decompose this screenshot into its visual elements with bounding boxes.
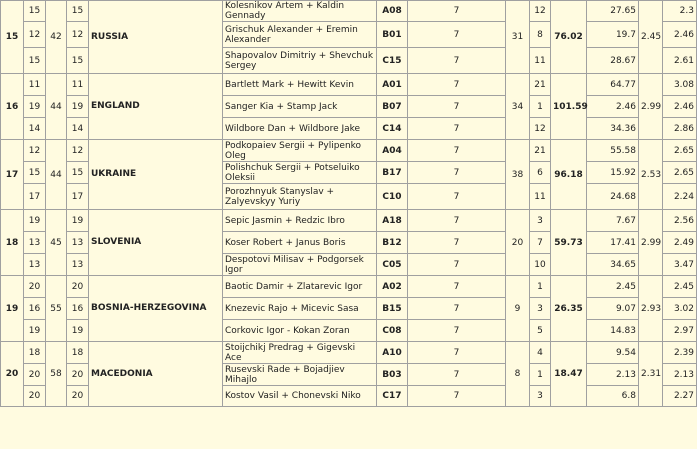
games-cell: 7 [408,1,506,22]
code-cell: C05 [377,254,408,276]
players-cell: Knezevic Rajo + Micevic Sasa [223,298,377,320]
index-cell: 2.97 [663,320,697,342]
total-cell: 26.35 [551,276,587,342]
players-cell: Shapovalov Dimitriy + Shevchuk Sergey [223,48,377,74]
code-cell: C17 [377,386,408,407]
table-row [1,74,697,96]
index-cell: 3.08 [663,74,697,96]
place-cell: 1 [530,96,551,118]
seed-b-cell: 20 [67,386,89,407]
index-cell: 2.46 [663,22,697,48]
table-row [1,140,697,162]
index-cell: 2.46 [663,96,697,118]
seed-b-cell: 12 [67,140,89,162]
players-cell: Wildbore Dan + Wildbore Jake [223,118,377,140]
code-cell: B01 [377,22,408,48]
players-cell: Bartlett Mark + Hewitt Kevin [223,74,377,96]
code-cell: A18 [377,210,408,232]
games-cell: 7 [408,276,506,298]
points-cell: 2.13 [587,364,639,386]
seed-a-cell: 11 [24,74,46,96]
place-cell: 1 [530,364,551,386]
players-cell: Grischuk Alexander + Eremin Alexander [223,22,377,48]
index-cell: 2.3 [663,1,697,22]
seed-a-cell: 13 [24,232,46,254]
seed-b-cell: 13 [67,232,89,254]
players-cell: Porozhnyuk Stanyslav + Zalyevskyy Yuriy [223,184,377,210]
sum-cell: 42 [46,1,67,74]
place-cell: 21 [530,74,551,96]
average-cell: 2.93 [639,276,663,342]
games-cell: 7 [408,298,506,320]
points-cell: 2.46 [587,96,639,118]
total-cell: 101.59 [551,74,587,140]
rank-cell: 18 [1,210,24,276]
index-cell: 2.65 [663,162,697,184]
total-cell: 76.02 [551,1,587,74]
code-cell: B07 [377,96,408,118]
points-cell: 64.77 [587,74,639,96]
score-cell: 9 [506,276,530,342]
rank-cell: 20 [1,342,24,407]
players-cell: Sepic Jasmin + Redzic Ibro [223,210,377,232]
index-cell: 2.24 [663,184,697,210]
seed-a-cell: 20 [24,386,46,407]
code-cell: B15 [377,298,408,320]
index-cell: 2.56 [663,210,697,232]
total-cell: 18.47 [551,342,587,407]
place-cell: 11 [530,48,551,74]
score-cell: 31 [506,1,530,74]
table-row [1,1,697,22]
country-name: SLOVENIA [89,210,223,276]
place-cell: 8 [530,22,551,48]
seed-a-cell: 17 [24,184,46,210]
seed-a-cell: 16 [24,298,46,320]
index-cell: 3.02 [663,298,697,320]
players-cell: Baotic Damir + Zlatarevic Igor [223,276,377,298]
games-cell: 7 [408,74,506,96]
index-cell: 2.65 [663,140,697,162]
points-cell: 55.58 [587,140,639,162]
games-cell: 7 [408,48,506,74]
sum-cell: 44 [46,140,67,210]
seed-a-cell: 13 [24,254,46,276]
average-cell: 2.31 [639,342,663,407]
code-cell: A02 [377,276,408,298]
rank-cell: 16 [1,74,24,140]
points-cell: 28.67 [587,48,639,74]
players-cell: Sanger Kia + Stamp Jack [223,96,377,118]
place-cell: 3 [530,386,551,407]
games-cell: 7 [408,184,506,210]
seed-b-cell: 19 [67,96,89,118]
seed-b-cell: 15 [67,162,89,184]
players-cell: Koser Robert + Janus Boris [223,232,377,254]
code-cell: B17 [377,162,408,184]
points-cell: 7.67 [587,210,639,232]
seed-a-cell: 19 [24,320,46,342]
games-cell: 7 [408,320,506,342]
place-cell: 3 [530,210,551,232]
points-cell: 34.65 [587,254,639,276]
country-name: ENGLAND [89,74,223,140]
seed-a-cell: 20 [24,276,46,298]
points-cell: 15.92 [587,162,639,184]
seed-a-cell: 12 [24,22,46,48]
code-cell: C14 [377,118,408,140]
rank-cell: 17 [1,140,24,210]
table-row [1,342,697,364]
score-cell: 20 [506,210,530,276]
code-cell: C10 [377,184,408,210]
players-cell: Podkopaiev Sergii + Pylipenko Oleg [223,140,377,162]
seed-b-cell: 16 [67,298,89,320]
place-cell: 7 [530,232,551,254]
seed-a-cell: 14 [24,118,46,140]
score-cell: 34 [506,74,530,140]
games-cell: 7 [408,342,506,364]
table-row [1,276,697,298]
total-cell: 96.18 [551,140,587,210]
games-cell: 7 [408,254,506,276]
code-cell: A01 [377,74,408,96]
seed-a-cell: 19 [24,210,46,232]
seed-b-cell: 11 [67,74,89,96]
country-name: RUSSIA [89,1,223,74]
place-cell: 12 [530,118,551,140]
seed-a-cell: 15 [24,1,46,22]
games-cell: 7 [408,22,506,48]
index-cell: 2.61 [663,48,697,74]
average-cell: 2.99 [639,74,663,140]
sum-cell: 45 [46,210,67,276]
index-cell: 2.49 [663,232,697,254]
seed-a-cell: 19 [24,96,46,118]
players-cell: Polishchuk Sergii + Potseluiko Oleksii [223,162,377,184]
games-cell: 7 [408,118,506,140]
place-cell: 4 [530,342,551,364]
country-name: MACEDONIA [89,342,223,407]
seed-b-cell: 18 [67,342,89,364]
sum-cell: 58 [46,342,67,407]
seed-b-cell: 14 [67,118,89,140]
place-cell: 10 [530,254,551,276]
place-cell: 5 [530,320,551,342]
seed-b-cell: 15 [67,1,89,22]
players-cell: Stoijchikj Predrag + Gigevski Ace [223,342,377,364]
index-cell: 2.45 [663,276,697,298]
place-cell: 11 [530,184,551,210]
seed-b-cell: 15 [67,48,89,74]
points-cell: 6.8 [587,386,639,407]
place-cell: 3 [530,298,551,320]
points-cell: 14.83 [587,320,639,342]
code-cell: C15 [377,48,408,74]
country-name: UKRAINE [89,140,223,210]
games-cell: 7 [408,96,506,118]
average-cell: 2.53 [639,140,663,210]
games-cell: 7 [408,162,506,184]
code-cell: A04 [377,140,408,162]
country-name: BOSNIA-HERZEGOVINA [89,276,223,342]
seed-a-cell: 20 [24,364,46,386]
sum-cell: 55 [46,276,67,342]
seed-b-cell: 13 [67,254,89,276]
score-cell: 38 [506,140,530,210]
seed-b-cell: 17 [67,184,89,210]
index-cell: 2.13 [663,364,697,386]
results-body [1,1,697,407]
place-cell: 21 [530,140,551,162]
seed-a-cell: 18 [24,342,46,364]
points-cell: 2.45 [587,276,639,298]
seed-a-cell: 15 [24,162,46,184]
players-cell: Kostov Vasil + Chonevski Niko [223,386,377,407]
code-cell: B03 [377,364,408,386]
code-cell: A10 [377,342,408,364]
place-cell: 12 [530,1,551,22]
points-cell: 17.41 [587,232,639,254]
points-cell: 9.54 [587,342,639,364]
seed-b-cell: 12 [67,22,89,48]
sum-cell: 44 [46,74,67,140]
players-cell: Despotovi Milisav + Podgorsek Igor [223,254,377,276]
seed-b-cell: 20 [67,364,89,386]
average-cell: 2.45 [639,1,663,74]
seed-a-cell: 12 [24,140,46,162]
points-cell: 34.36 [587,118,639,140]
seed-b-cell: 19 [67,210,89,232]
total-cell: 59.73 [551,210,587,276]
games-cell: 7 [408,140,506,162]
players-cell: Kolesnikov Artem + Kaldin Gennady [223,1,377,22]
code-cell: A08 [377,1,408,22]
seed-a-cell: 15 [24,48,46,74]
index-cell: 3.47 [663,254,697,276]
table-row [1,210,697,232]
games-cell: 7 [408,386,506,407]
points-cell: 27.65 [587,1,639,22]
code-cell: C08 [377,320,408,342]
score-cell: 8 [506,342,530,407]
average-cell: 2.99 [639,210,663,276]
points-cell: 9.07 [587,298,639,320]
index-cell: 2.27 [663,386,697,407]
seed-b-cell: 19 [67,320,89,342]
players-cell: Rusevski Rade + Bojadjiev Mihajlo [223,364,377,386]
players-cell: Corkovic Igor - Kokan Zoran [223,320,377,342]
index-cell: 2.39 [663,342,697,364]
place-cell: 6 [530,162,551,184]
seed-b-cell: 20 [67,276,89,298]
games-cell: 7 [408,364,506,386]
code-cell: B12 [377,232,408,254]
points-cell: 24.68 [587,184,639,210]
place-cell: 1 [530,276,551,298]
rank-cell: 15 [1,1,24,74]
games-cell: 7 [408,232,506,254]
index-cell: 2.86 [663,118,697,140]
points-cell: 19.7 [587,22,639,48]
rank-cell: 19 [1,276,24,342]
games-cell: 7 [408,210,506,232]
